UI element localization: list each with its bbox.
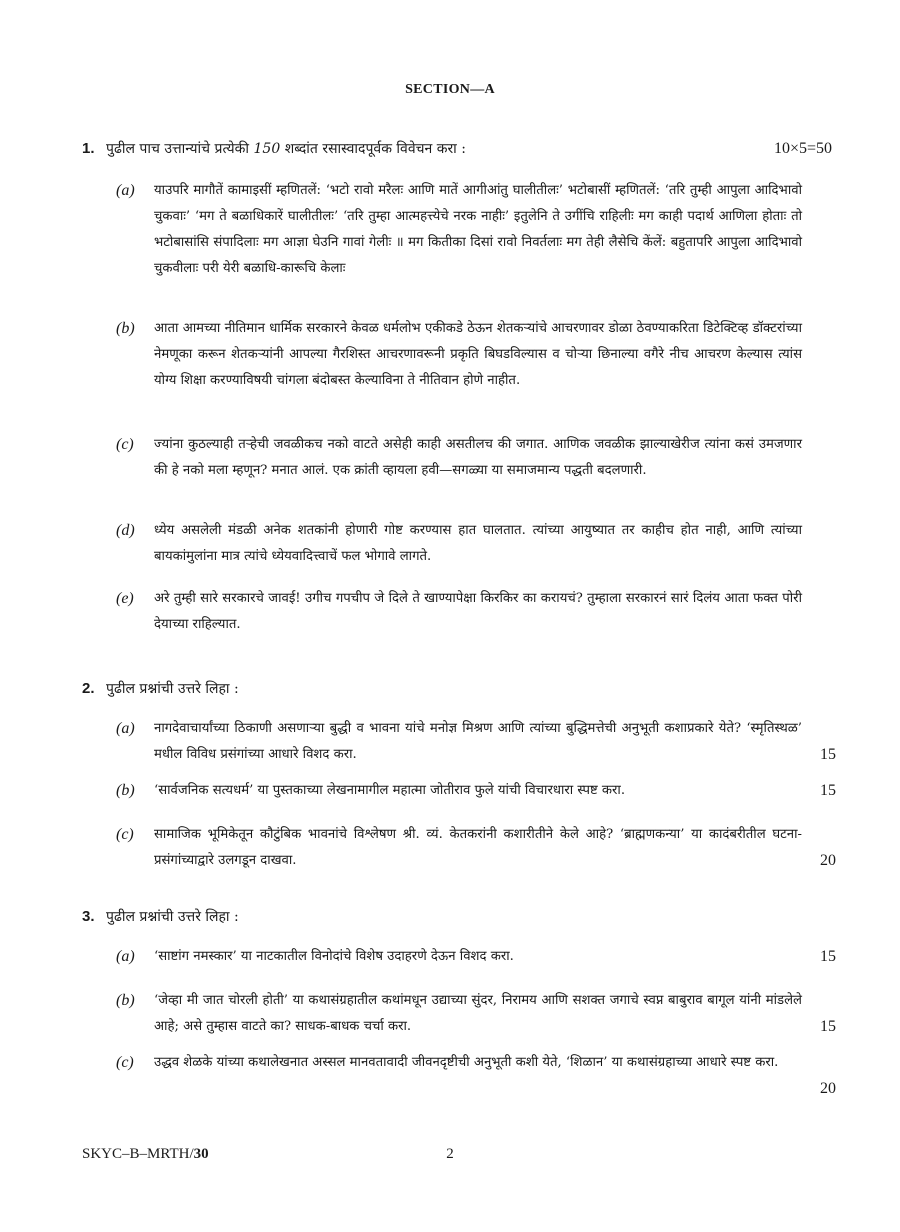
item-text: ‘सार्वजनिक सत्यधर्म’ या पुस्तकाच्या लेखनामागील महात्मा जोतीराव फुले यांची विचारधारा स्पष्ट करा. (154, 783, 626, 798)
question-number: 1. (82, 140, 95, 157)
item-marks: 20 (820, 852, 836, 869)
item-label: (c) (116, 436, 134, 453)
item-marks: 15 (820, 746, 836, 763)
item-marks: 15 (820, 782, 836, 799)
item-label: (b) (116, 782, 135, 799)
paper-code: SKYC–B–MRTH/30 (82, 1146, 209, 1162)
item-text: ज्यांना कुठल्याही तऱ्हेची जवळीकच नको वाटते असेही काही असतीलच की जगात. आणिक जवळीक झाल्याखेरीज त्यांना कसं उमजणार की हे नको मला म्हणून? मनात आलं. एक क्रांती व्हायला हवी—सगळ्या या समाजमान्य पद्धती बदलणारी. (154, 437, 802, 478)
item-label: (a) (116, 182, 135, 199)
item-marks: 20 (820, 1080, 836, 1097)
item-label: (a) (116, 948, 135, 965)
item-label: (b) (116, 320, 135, 337)
item-text: ध्येय असलेली मंडळी अनेक शतकांनी होणारी गोष्ट करण्यास हात घालतात. त्यांच्या आयुष्यात तर काहीच होत नाही, आणि त्यांच्या बायकांमुलांना मात्र त्यांचे ध्येयवादित्त्वाचें फल भोगावे लागते. (154, 523, 802, 564)
question-prompt: पुढील प्रश्नांची उत्तरे लिहा : (106, 681, 239, 697)
item-text: अरे तुम्ही सारे सरकारचे जावई! उगीच गपचीप जे दिले ते खाण्यापेक्षा किरकिर का करायचं? तुम्हाला सरकारनं सारं दिलंय आता फक्त पोरी देयाच्या राहिल्यात. (154, 591, 802, 632)
item-label: (e) (116, 590, 134, 607)
item-text: सामाजिक भूमिकेतून कौटुंबिक भावनांचे विश्लेषण श्री. व्यं. केतकरांनी कशारीतीने केले आहे? ‘ब्राह्मणकन्या’ या कादंबरीतील घटना-प्रसंगांच्याद्वारे उलगडून दाखवा. (154, 827, 802, 868)
question-number: 2. (82, 680, 95, 697)
word-count: 150 (253, 141, 281, 157)
page-number: 2 (446, 1146, 454, 1162)
item-text: आता आमच्या नीतिमान धार्मिक सरकारने केवळ धर्मलोभ एकीकडे ठेऊन शेतकऱ्यांचे आचरणावर डोळा ठेवण्याकरिता डिटेक्टिव्ह डॉक्टरांच्या नेमणूका करून शेतकऱ्यांनी आपल्या गैरशिस्त आचरणावरूनी प्रकृति बिघडविल्यास व चोऱ्या छिनाल्या वगैरे नीच आचरण केल्यास त्यांस योग्य शिक्षा करण्याविषयी चांगला बंदोबस्त केल्याविना ते नीतिवान होणे नाहीत. (154, 321, 802, 388)
question-number: 3. (82, 908, 95, 925)
item-label: (b) (116, 992, 135, 1009)
item-label: (a) (116, 720, 135, 737)
question-marks: 10×5=50 (773, 140, 832, 157)
item-text: उद्धव शेळके यांच्या कथालेखनात अस्सल मानवतावादी जीवनदृष्टीची अनुभूती कशी येते, ‘शिळान’ या कथासंग्रहाच्या आधारे स्पष्ट करा. (154, 1055, 779, 1070)
item-marks: 15 (820, 948, 836, 965)
item-label: (c) (116, 826, 134, 843)
item-text: ‘जेव्हा मी जात चोरली होती’ या कथासंग्रहातील कथांमधून उद्याच्या सुंदर, निरामय आणि सशक्त जगाचे स्वप्न बाबुराव बागूल यांनी मांडलेले आहे; असे तुम्हास वाटते का? साधक-बाधक चर्चा करा. (154, 993, 802, 1034)
question-prompt: पुढील प्रश्नांची उत्तरे लिहा : (106, 909, 239, 925)
item-text: याउपरि मागौतें कामाइसीं म्हणितलें: ‘भटो रावो मरैलः आणि मातें आगीआंतु घालीतीलः’ भटोबासीं म्हणितलें: ‘तरि तुम्ही आपुला आदिभावो चुकवाः’ ‘मग ते बळाधिकारें घालीतीलः’ ‘तरि तुम्हा आत्महत्त्येचे नरक नाहीः’ इतुलेनि ते उगींचि राहिलीः मग काही पदार्थ आणिला होताः तो भटोबासांसि संपादिलाः मग आज्ञा घेउनि गावां गेलीः ॥ मग कितीका दिसां रावो निवर्तलाः मग तेही लैसेचि केंलें: बहुतापरि आपुला आदिभावो चुकवीलाः परी येरी बळाधि-कारूचि केलाः (154, 183, 802, 276)
section-title: SECTION—A (405, 82, 495, 97)
question-prompt: पुढील पाच उत्तान्यांचे प्रत्येकी 150 शब्दांत रसास्वादपूर्वक विवेचन करा : (106, 141, 466, 157)
item-text: नागदेवाचार्यांच्या ठिकाणी असणाऱ्या बुद्धी व भावना यांचे मनोज्ञ मिश्रण आणि त्यांच्या बुद्धिमत्तेची अनुभूती कशाप्रकारे येते? ‘स्मृतिस्थळ’ मधील विविध प्रसंगांच्या आधारे विशद करा. (154, 721, 802, 762)
item-marks: 15 (820, 1018, 836, 1035)
item-label: (c) (116, 1054, 134, 1071)
item-label: (d) (116, 522, 135, 539)
item-text: ‘साष्टांग नमस्कार’ या नाटकातील विनोदांचे विशेष उदाहरणे देऊन विशद करा. (154, 949, 514, 964)
